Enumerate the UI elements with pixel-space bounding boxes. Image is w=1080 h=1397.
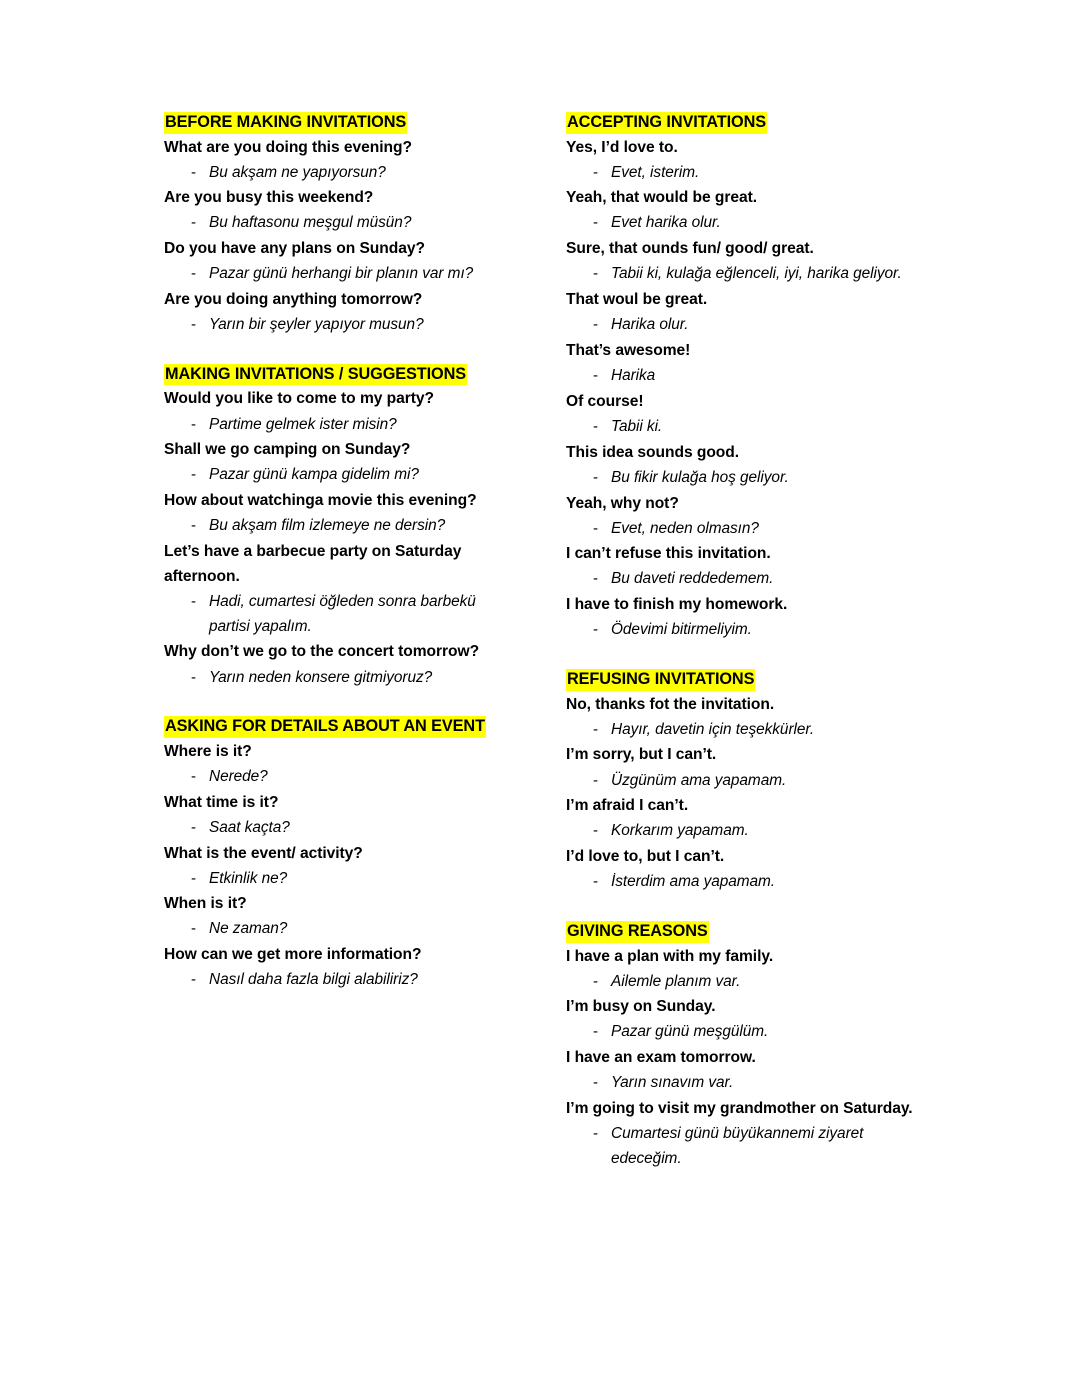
phrase-entry bbox=[566, 185, 916, 236]
phrase-translation-row bbox=[164, 261, 514, 287]
phrase-english: Yeah, that would be great. bbox=[566, 189, 758, 207]
phrase-entry bbox=[164, 437, 514, 488]
phrase-english: When is it? bbox=[164, 895, 247, 913]
phrase-english: Where is it? bbox=[164, 742, 252, 760]
bullet-dash: - bbox=[593, 1023, 599, 1041]
phrase-turkish: Hadi, cumartesi öğleden sonra barbekü partisi yapalım. bbox=[209, 593, 476, 636]
phrase-entry bbox=[164, 386, 514, 437]
bullet-dash: - bbox=[593, 720, 599, 738]
phrase-entry bbox=[566, 338, 916, 389]
phrase-turkish: Cumartesi günü büyükannemi ziyaret edeceğim. bbox=[611, 1125, 864, 1168]
bullet-dash: - bbox=[593, 771, 599, 789]
section-title: ASKING FOR DETAILS ABOUT AN EVENT bbox=[164, 716, 486, 738]
section-title: BEFORE MAKING INVITATIONS bbox=[164, 112, 407, 134]
phrase-english: How about watchinga movie this evening? bbox=[164, 492, 477, 510]
phrase-english: Yeah, why not? bbox=[566, 494, 679, 512]
section-asking-for-details-about-an-event bbox=[164, 716, 514, 993]
bullet-dash: - bbox=[593, 265, 599, 283]
phrase-english: That woul be great. bbox=[566, 291, 708, 309]
phrase-translation-row bbox=[164, 462, 514, 488]
phrase-entry bbox=[164, 539, 514, 639]
phrase-turkish: Hayır, davetin için teşekkürler. bbox=[611, 720, 815, 738]
phrase-entry bbox=[566, 389, 916, 440]
phrase-turkish: Nasıl daha fazla bilgi alabiliriz? bbox=[209, 971, 418, 989]
bullet-dash: - bbox=[593, 316, 599, 334]
phrase-turkish: Korkarım yapamam. bbox=[611, 822, 749, 840]
bullet-dash: - bbox=[191, 517, 197, 535]
phrase-translation-row bbox=[164, 412, 514, 438]
phrase-translation-row bbox=[164, 160, 514, 186]
phrase-english: I have a plan with my family. bbox=[566, 947, 774, 965]
phrase-translation-row bbox=[566, 1019, 916, 1045]
phrase-entry bbox=[566, 1045, 916, 1096]
phrase-english: Are you doing anything tomorrow? bbox=[164, 291, 423, 309]
left-column bbox=[164, 112, 514, 993]
phrase-entry bbox=[164, 790, 514, 841]
phrase-english: What is the event/ activity? bbox=[164, 844, 363, 862]
bullet-dash: - bbox=[191, 415, 197, 433]
phrase-turkish: Bu haftasonu meşgul müsün? bbox=[209, 214, 412, 232]
right-column bbox=[566, 112, 916, 1171]
phrase-turkish: Evet, isterim. bbox=[611, 163, 700, 181]
phrase-turkish: Bu fikir kulağa hoş geliyor. bbox=[611, 468, 789, 486]
phrase-entry bbox=[164, 236, 514, 287]
phrase-english: No, thanks fot the invitation. bbox=[566, 695, 775, 713]
phrase-english: I’m going to visit my grandmother on Saturday. bbox=[566, 1100, 913, 1118]
phrase-translation-row bbox=[164, 665, 514, 691]
phrase-turkish: Pazar günü herhangi bir planın var mı? bbox=[209, 265, 474, 283]
phrase-turkish: Ödevimi bitirmeliyim. bbox=[611, 621, 752, 639]
phrase-entry bbox=[566, 994, 916, 1045]
phrase-english: How can we get more information? bbox=[164, 946, 422, 964]
bullet-dash: - bbox=[593, 1074, 599, 1092]
phrase-translation-row bbox=[164, 815, 514, 841]
phrase-turkish: Bu akşam film izlemeye ne dersin? bbox=[209, 517, 446, 535]
phrase-entry bbox=[164, 639, 514, 690]
phrase-english: Yes, I’d love to. bbox=[566, 138, 678, 156]
section-title: ACCEPTING INVITATIONS bbox=[566, 112, 767, 134]
bullet-dash: - bbox=[191, 971, 197, 989]
phrase-english: Of course! bbox=[566, 392, 644, 410]
phrase-turkish: Yarın neden konsere gitmiyoruz? bbox=[209, 668, 433, 686]
section-before-making-invitations bbox=[164, 112, 514, 338]
phrase-turkish: Etkinlik ne? bbox=[209, 869, 288, 887]
phrase-english: Sure, that ounds fun/ good/ great. bbox=[566, 240, 814, 258]
phrase-entry bbox=[566, 236, 916, 287]
phrase-english: Let’s have a barbecue party on Saturday afternoon. bbox=[164, 543, 462, 586]
phrase-turkish: Yarın sınavım var. bbox=[611, 1074, 734, 1092]
phrase-translation-row bbox=[566, 414, 916, 440]
phrase-translation-row bbox=[566, 312, 916, 338]
phrase-turkish: Tabii ki, kulağa eğlenceli, iyi, harika geliyor. bbox=[611, 265, 902, 283]
bullet-dash: - bbox=[593, 972, 599, 990]
phrase-english: What are you doing this evening? bbox=[164, 138, 412, 156]
phrase-translation-row bbox=[566, 768, 916, 794]
bullet-dash: - bbox=[191, 214, 197, 232]
phrase-turkish: Üzgünüm ama yapamam. bbox=[611, 771, 787, 789]
bullet-dash: - bbox=[593, 873, 599, 891]
phrase-translation-row bbox=[566, 1121, 916, 1171]
phrase-entry bbox=[164, 488, 514, 539]
phrase-english: Shall we go camping on Sunday? bbox=[164, 441, 411, 459]
bullet-dash: - bbox=[191, 767, 197, 785]
phrase-turkish: Ne zaman? bbox=[209, 920, 288, 938]
phrase-translation-row bbox=[566, 869, 916, 895]
phrase-turkish: Evet harika olur. bbox=[611, 214, 721, 232]
bullet-dash: - bbox=[191, 869, 197, 887]
phrase-translation-row bbox=[566, 261, 916, 287]
phrase-turkish: Yarın bir şeyler yapıyor musun? bbox=[209, 316, 424, 334]
phrase-translation-row bbox=[566, 210, 916, 236]
section-refusing-invitations bbox=[566, 669, 916, 895]
phrase-english: What time is it? bbox=[164, 793, 279, 811]
phrase-entry bbox=[566, 541, 916, 592]
phrase-translation-row bbox=[566, 717, 916, 743]
phrase-english: I’m afraid I can’t. bbox=[566, 797, 689, 815]
phrase-translation-row bbox=[164, 967, 514, 993]
phrase-translation-row bbox=[164, 312, 514, 338]
phrase-translation-row bbox=[566, 160, 916, 186]
phrase-translation-row bbox=[566, 566, 916, 592]
bullet-dash: - bbox=[593, 570, 599, 588]
phrase-entry bbox=[566, 440, 916, 491]
phrase-entry bbox=[566, 592, 916, 643]
section-accepting-invitations bbox=[566, 112, 916, 643]
bullet-dash: - bbox=[593, 621, 599, 639]
phrase-turkish: Ailemle planım var. bbox=[611, 972, 741, 990]
phrase-entry bbox=[566, 692, 916, 743]
phrase-translation-row bbox=[566, 516, 916, 542]
phrase-entry bbox=[164, 841, 514, 892]
phrase-entry bbox=[566, 287, 916, 338]
phrase-turkish: Bu akşam ne yapıyorsun? bbox=[209, 163, 386, 181]
phrase-translation-row bbox=[566, 1070, 916, 1096]
phrase-english: I have an exam tomorrow. bbox=[566, 1049, 756, 1067]
bullet-dash: - bbox=[593, 822, 599, 840]
phrase-english: This idea sounds good. bbox=[566, 443, 740, 461]
phrase-english: I have to finish my homework. bbox=[566, 596, 788, 614]
phrase-translation-row bbox=[164, 866, 514, 892]
phrase-entry bbox=[566, 742, 916, 793]
phrase-english: Would you like to come to my party? bbox=[164, 390, 435, 408]
phrase-translation-row bbox=[566, 969, 916, 995]
phrase-entry bbox=[164, 942, 514, 993]
phrase-turkish: Pazar günü meşgülüm. bbox=[611, 1023, 769, 1041]
phrase-translation-row bbox=[566, 465, 916, 491]
phrase-translation-row bbox=[566, 617, 916, 643]
bullet-dash: - bbox=[593, 519, 599, 537]
phrase-turkish: Harika olur. bbox=[611, 316, 689, 334]
phrase-translation-row bbox=[566, 363, 916, 389]
phrase-entry bbox=[566, 793, 916, 844]
phrase-entry bbox=[566, 491, 916, 542]
bullet-dash: - bbox=[593, 468, 599, 486]
bullet-dash: - bbox=[191, 163, 197, 181]
bullet-dash: - bbox=[593, 367, 599, 385]
bullet-dash: - bbox=[593, 163, 599, 181]
phrase-turkish: Pazar günü kampa gidelim mi? bbox=[209, 466, 419, 484]
phrase-turkish: Bu daveti reddedemem. bbox=[611, 570, 774, 588]
phrase-english: I’m busy on Sunday. bbox=[566, 998, 716, 1016]
two-column-layout bbox=[164, 112, 924, 1171]
phrase-english: I can’t refuse this invitation. bbox=[566, 545, 771, 563]
phrase-entry bbox=[566, 1096, 916, 1171]
phrase-turkish: Evet, neden olmasın? bbox=[611, 519, 759, 537]
phrase-entry bbox=[566, 135, 916, 186]
bullet-dash: - bbox=[191, 316, 197, 334]
phrase-turkish: Partime gelmek ister misin? bbox=[209, 415, 397, 433]
phrase-entry bbox=[164, 135, 514, 186]
phrase-entry bbox=[566, 944, 916, 995]
section-title: GIVING REASONS bbox=[566, 921, 709, 943]
phrase-translation-row bbox=[164, 513, 514, 539]
phrase-translation-row bbox=[164, 589, 514, 639]
phrase-translation-row bbox=[566, 818, 916, 844]
bullet-dash: - bbox=[191, 466, 197, 484]
phrase-entry bbox=[164, 287, 514, 338]
phrase-turkish: Harika bbox=[611, 367, 656, 385]
phrase-turkish: Saat kaçta? bbox=[209, 818, 290, 836]
phrase-turkish: Tabii ki. bbox=[611, 417, 663, 435]
phrase-turkish: İsterdim ama yapamam. bbox=[611, 873, 776, 891]
bullet-dash: - bbox=[593, 1125, 599, 1143]
phrase-english: I’d love to, but I can’t. bbox=[566, 848, 725, 866]
bullet-dash: - bbox=[191, 668, 197, 686]
phrase-english: That’s awesome! bbox=[566, 341, 691, 359]
bullet-dash: - bbox=[191, 818, 197, 836]
bullet-dash: - bbox=[191, 265, 197, 283]
phrase-translation-row bbox=[164, 764, 514, 790]
section-title: REFUSING INVITATIONS bbox=[566, 669, 755, 691]
phrase-translation-row bbox=[164, 210, 514, 236]
phrase-entry bbox=[164, 185, 514, 236]
section-making-invitations-suggestions bbox=[164, 364, 514, 690]
bullet-dash: - bbox=[593, 417, 599, 435]
phrase-english: Why don’t we go to the concert tomorrow? bbox=[164, 643, 480, 661]
section-giving-reasons bbox=[566, 921, 916, 1171]
phrase-english: Do you have any plans on Sunday? bbox=[164, 240, 425, 258]
bullet-dash: - bbox=[593, 214, 599, 232]
phrase-entry bbox=[164, 891, 514, 942]
phrase-translation-row bbox=[164, 916, 514, 942]
bullet-dash: - bbox=[191, 593, 197, 611]
section-title: MAKING INVITATIONS / SUGGESTIONS bbox=[164, 364, 467, 386]
phrase-entry bbox=[566, 844, 916, 895]
bullet-dash: - bbox=[191, 920, 197, 938]
phrase-english: I’m sorry, but I can’t. bbox=[566, 746, 717, 764]
phrase-entry bbox=[164, 739, 514, 790]
phrase-english: Are you busy this weekend? bbox=[164, 189, 374, 207]
phrase-turkish: Nerede? bbox=[209, 767, 268, 785]
